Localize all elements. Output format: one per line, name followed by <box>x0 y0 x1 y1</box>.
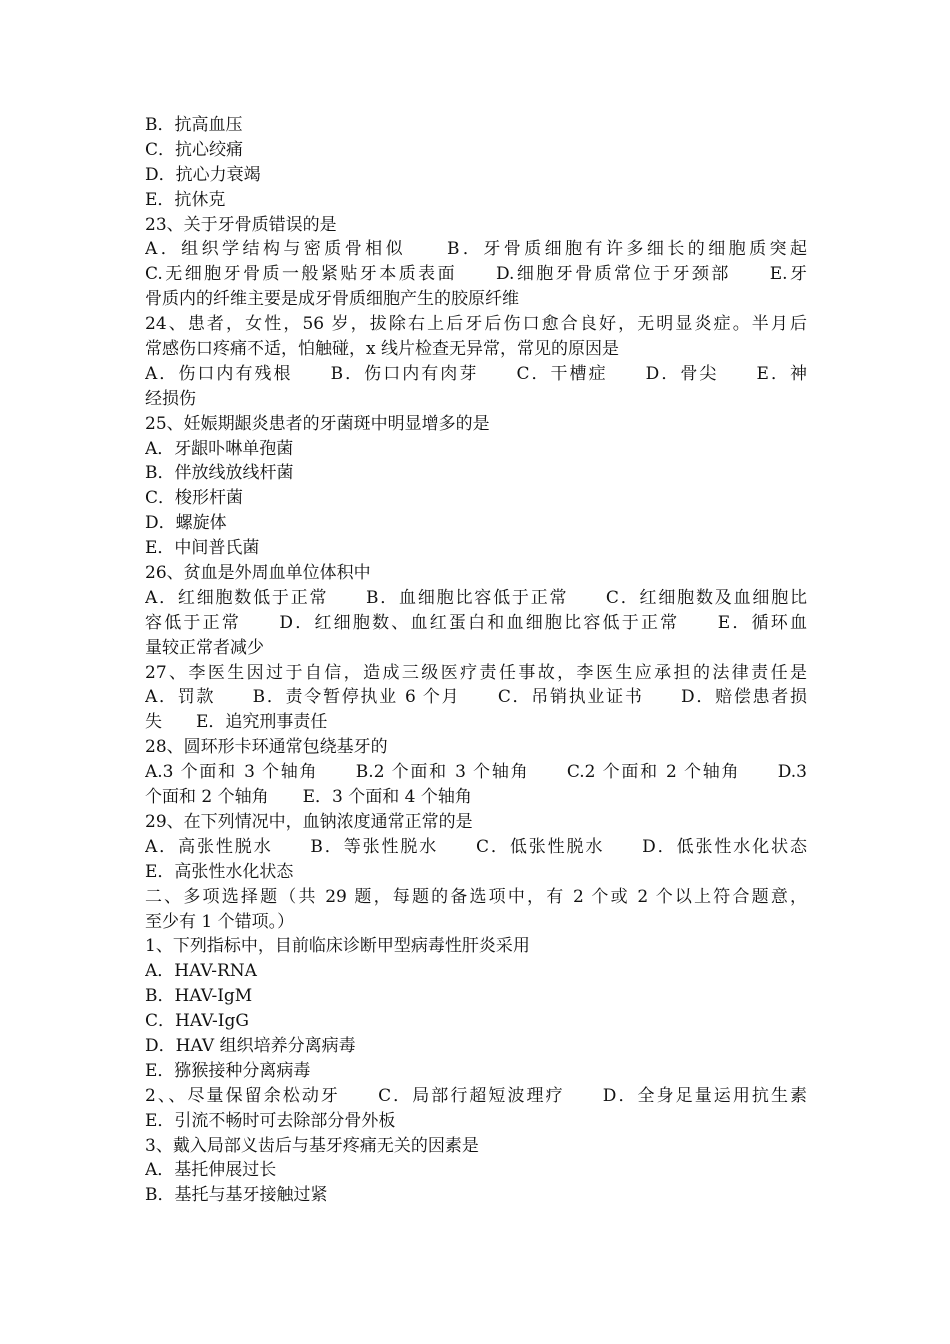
text-line: C．HAV-IgG <box>145 1011 249 1032</box>
text-line: A．罚款 B．责令暂停执业 6 个月 C．吊销执业证书 D．赔偿患者损 <box>145 687 807 708</box>
text-line: 失 E．追究刑事责任 <box>145 712 328 733</box>
document-body <box>145 113 807 1208</box>
text-line: B．抗高血压 <box>145 115 243 135</box>
text-line: 26、贫血是外周血单位体积中 <box>145 563 371 584</box>
text-line: 2、、尽量保留余松动牙 C．局部行超短波理疗 D．全身足量运用抗生素 <box>145 1085 807 1106</box>
text-line: A．HAV-RNA <box>145 961 257 982</box>
text-line: C．梭形杆菌 <box>145 488 244 509</box>
text-line: A．组织学结构与密质骨相似 B．牙骨质细胞有许多细长的细胞质突起 <box>145 239 807 260</box>
text-line: 28、圆环形卡环通常包绕基牙的 <box>145 737 388 758</box>
text-line: 23、关于牙骨质错误的是 <box>145 214 337 235</box>
text-line: A．牙龈卟啉单孢菌 <box>145 438 294 459</box>
text-line: B．HAV-IgM <box>145 986 253 1007</box>
text-line: A．伤口内有残根 B．伤口内有肉芽 C．干槽症 D．骨尖 E．神 <box>145 363 807 384</box>
text-line: E．引流不畅时可去除部分骨外板 <box>145 1110 396 1131</box>
text-line: D．HAV 组织培养分离病毒 <box>145 1035 356 1056</box>
text-line: 25、妊娠期龈炎患者的牙菌斑中明显增多的是 <box>145 413 490 434</box>
text-line: 3、戴入局部义齿后与基牙疼痛无关的因素是 <box>145 1135 479 1156</box>
text-line: 至少有 1 个错项。） <box>145 911 295 932</box>
text-line: A．高张性脱水 B．等张性脱水 C．低张性脱水 D．低张性水化状态 <box>145 836 807 857</box>
text-line: B．基托与基牙接触过紧 <box>145 1185 328 1206</box>
text-line: 29、在下列情况中，血钠浓度通常正常的是 <box>145 811 473 832</box>
text-line: A．红细胞数低于正常 B．血细胞比容低于正常 C．红细胞数及血细胞比 <box>145 587 807 608</box>
text-line: A.3 个面和 3 个轴角 B.2 个面和 3 个轴角 C.2 个面和 2 个轴角 D.3 <box>145 762 807 783</box>
text-line: C.无细胞牙骨质一般紧贴牙本质表面 D.细胞牙骨质常位于牙颈部 E.牙 <box>145 264 807 285</box>
text-line: 常感伤口疼痛不适，怕触碰，x 线片检查无异常，常见的原因是 <box>145 339 619 360</box>
text-line: D．抗心力衰竭 <box>145 164 261 185</box>
text-line: 量较正常者减少 <box>145 637 264 658</box>
text-line: E．中间普氏菌 <box>145 538 260 559</box>
text-line: A．基托伸展过长 <box>145 1160 277 1181</box>
text-line: D．螺旋体 <box>145 513 227 534</box>
text-line: 24、患者，女性，56 岁，拔除右上后牙后伤口愈合良好，无明显炎症。半月后 <box>145 314 807 335</box>
text-line: C．抗心绞痛 <box>145 139 244 160</box>
text-line: 27、李医生因过于自信，造成三级医疗责任事故，李医生应承担的法律责任是 <box>145 662 807 683</box>
text-line: 二、多项选择题（共 29 题，每题的备选项中，有 2 个或 2 个以上符合题意， <box>145 886 807 907</box>
text-line: E．抗休克 <box>145 189 226 210</box>
text-line: 1、下列指标中，目前临床诊断甲型病毒性肝炎采用 <box>145 936 530 957</box>
text-line: E．高张性水化状态 <box>145 861 294 882</box>
text-line: E．猕猴接种分离病毒 <box>145 1060 311 1081</box>
text-line: 骨质内的纤维主要是成牙骨质细胞产生的胶原纤维 <box>145 289 519 310</box>
text-line: B．伴放线放线杆菌 <box>145 463 294 484</box>
text-line: 容低于正常 D．红细胞数、血红蛋白和血细胞比容低于正常 E．循环血 <box>145 612 807 633</box>
text-line: 经损伤 <box>145 388 196 409</box>
text-line: 个面和 2 个轴角 E．3 个面和 4 个轴角 <box>145 787 472 808</box>
